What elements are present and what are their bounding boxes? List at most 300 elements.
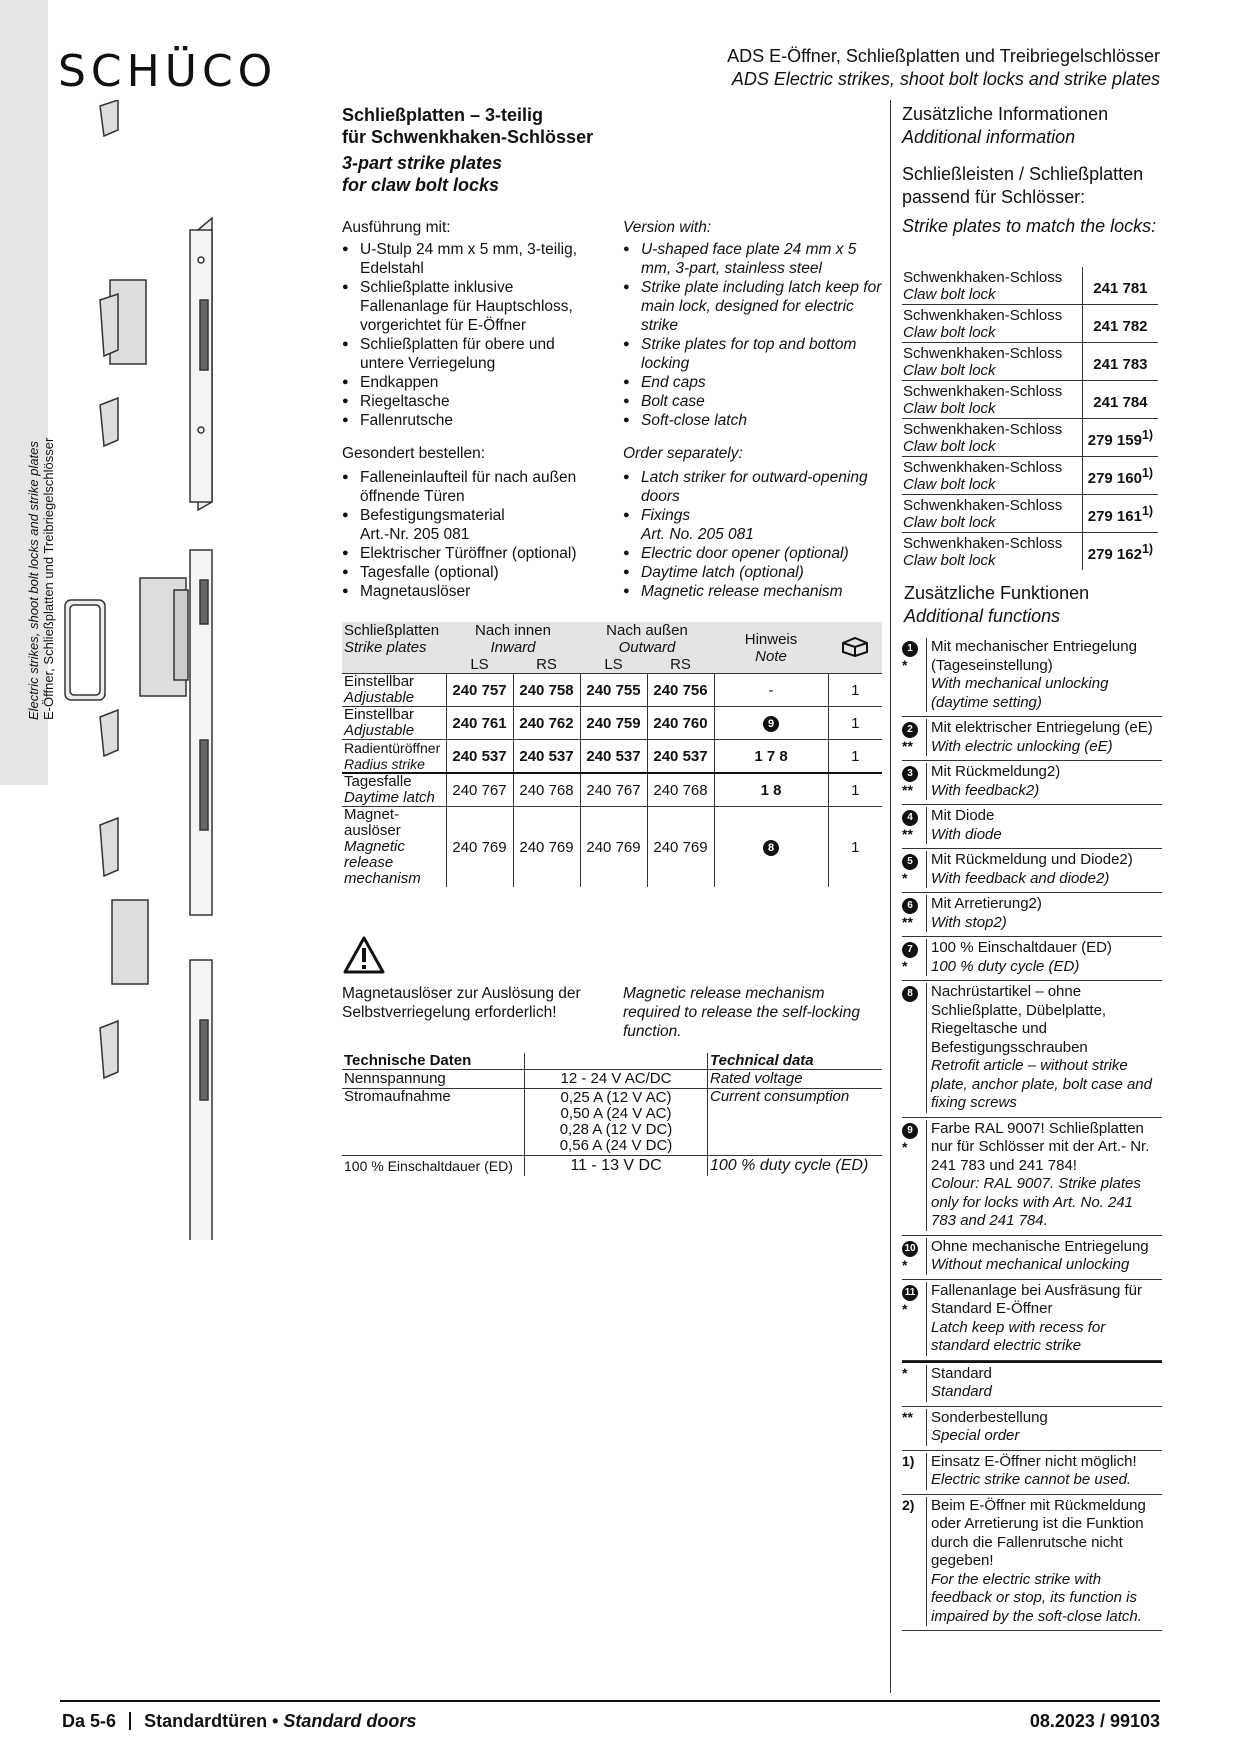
h-note-en: Note	[755, 647, 787, 665]
function-en: With diode	[931, 825, 1002, 843]
list-item: ● Riegeltasche	[342, 392, 587, 411]
list-item: ● Strike plate including latch keep for main lock, designed for electric strike	[623, 278, 883, 335]
list-item: ● Tagesfalle (optional)	[342, 563, 587, 582]
note-badge: 8	[763, 840, 779, 856]
lock-number: 279 159	[1087, 431, 1142, 449]
table-cell: 240 769	[647, 807, 714, 888]
row-label-en: Radius strike	[344, 756, 425, 772]
list-item: ● Falleneinlaufteil für nach außen öffnende Türen	[342, 468, 587, 506]
legend-marker: *	[902, 1364, 908, 1381]
function-text	[926, 983, 1162, 1113]
function-mark: **	[902, 782, 913, 798]
table-cell: 240 769	[513, 807, 580, 888]
table-cell: 240 760	[647, 707, 714, 740]
table-cell	[342, 807, 446, 888]
legend-marker: 2)	[902, 1496, 915, 1513]
legend-de: Einsatz E-Öffner nicht möglich!	[931, 1452, 1137, 1470]
function-mark: **	[902, 738, 913, 754]
list-item: ● Latch striker for outward-opening doors	[623, 468, 883, 506]
table-cell: 240 761	[446, 707, 513, 740]
function-row	[902, 1118, 1162, 1236]
function-de: Mit Diode	[931, 807, 995, 824]
table-row	[902, 343, 1158, 381]
table-cell: Rated voltage	[708, 1070, 883, 1089]
function-en: With mechanical unlocking (daytime setting)	[931, 675, 1109, 711]
function-marker	[902, 1282, 926, 1356]
table-cell	[902, 343, 1082, 381]
table-cell	[1082, 267, 1158, 305]
function-row	[902, 636, 1162, 717]
table-cell: 1 7 8	[714, 740, 828, 774]
order-heading-en: Order separately:	[623, 445, 743, 462]
table-cell: 240 758	[513, 674, 580, 707]
table-row	[902, 381, 1158, 419]
table-cell: 1	[828, 773, 882, 807]
warning-text-en: Magnetic release mechanism required to release the self-locking function.	[623, 985, 860, 1040]
function-de: 100 % Einschaltdauer (ED)	[931, 939, 1112, 956]
row-label-en: Adjustable	[344, 689, 415, 706]
table-cell	[1082, 457, 1158, 495]
function-de: Fallenanlage bei Ausfräsung für Standard E-Öffner	[931, 1281, 1142, 1317]
function-text	[926, 719, 1153, 756]
lock-en: Claw bolt lock	[903, 399, 996, 417]
lock-en: Claw bolt lock	[903, 323, 996, 341]
schueco-logo: SCHÜCO	[58, 46, 278, 97]
function-marker	[902, 939, 926, 976]
lock-de: Schwenkhaken-Schloss	[903, 534, 1063, 552]
function-de: Ohne mechanische Entriegelung	[931, 1237, 1149, 1255]
table-row	[342, 1053, 882, 1070]
list-item: ● Electric door opener (optional)	[623, 544, 883, 563]
table-cell: 240 769	[580, 807, 647, 888]
order-art-en: Art. No. 205 081	[641, 526, 754, 543]
footer-page: Da 5-6	[62, 1711, 117, 1731]
legend-row	[902, 1495, 1162, 1632]
legend-marker: 1)	[902, 1452, 915, 1469]
table-cell	[342, 674, 446, 707]
lock-de: Schwenkhaken-Schloss	[903, 420, 1063, 438]
table-cell: 1 8	[714, 773, 828, 807]
legend-text	[926, 1409, 1048, 1446]
list-item: ● Magnetauslöser	[342, 582, 587, 601]
functions-title-en: Additional functions	[904, 606, 1061, 626]
table-cell: 240 537	[580, 740, 647, 774]
function-text	[926, 807, 1002, 844]
lock-sup: 1)	[1141, 465, 1154, 480]
table-row	[342, 1070, 882, 1089]
table-cell: 240 768	[647, 773, 714, 807]
list-item: ● Bolt case	[623, 392, 883, 411]
list-item: ● Endkappen	[342, 373, 587, 392]
table-cell: 240 759	[580, 707, 647, 740]
lock-de: Schwenkhaken-Schloss	[903, 458, 1063, 476]
version-de	[342, 218, 587, 601]
list-item: ● Daytime latch (optional)	[623, 563, 883, 582]
technical-data-table	[342, 1053, 882, 1176]
lock-de: Schwenkhaken-Schloss	[903, 268, 1063, 286]
function-de: Nachrüstartikel – ohne Schließplatte, Dübelplatte, Riegeltasche und Befestigungsschrauben	[931, 983, 1107, 1056]
function-row	[902, 981, 1162, 1118]
legend-de: Standard	[931, 1364, 992, 1382]
table-cell	[902, 533, 1082, 571]
function-number-badge: 10	[902, 1241, 918, 1257]
function-row	[902, 717, 1162, 761]
tech-title-en: Technical data	[708, 1053, 883, 1070]
row-label-de: Tagesfalle	[344, 773, 412, 790]
legend-text	[926, 1497, 1162, 1627]
table-header-row	[342, 622, 882, 656]
lock-number: 279 160	[1087, 469, 1142, 487]
table-cell: Nennspannung	[344, 1070, 446, 1087]
function-marker	[902, 1120, 926, 1231]
function-row	[902, 893, 1162, 937]
version-list-en	[623, 240, 883, 430]
function-row	[902, 805, 1162, 849]
table-cell: 240 537	[446, 740, 513, 774]
function-en: With stop2)	[931, 913, 1007, 931]
side-tab-line-de: E-Öffner, Schließplatten und Treibriegelschlösser	[41, 437, 56, 720]
list-item: ● Soft-close latch	[623, 411, 883, 430]
row-label-en: Magnetic release mechanism	[344, 838, 421, 887]
table-cell	[902, 381, 1082, 419]
table-cell: 240 769	[446, 807, 513, 888]
info-sub-de: Schließleisten / Schließplatten passend für Schlösser:	[902, 164, 1144, 207]
note-badge: 9	[763, 716, 779, 732]
table-cell	[1082, 343, 1158, 381]
table-cell	[1082, 495, 1158, 533]
h-in-en: Inward	[490, 639, 536, 656]
footer	[62, 1711, 416, 1732]
order-art-de: Art.-Nr. 205 081	[360, 526, 470, 543]
function-row	[902, 1280, 1162, 1361]
side-tab-line-en: Electric strikes, shoot bolt locks and strike plates	[26, 441, 41, 720]
list-item	[623, 506, 883, 544]
locks-table	[902, 267, 1158, 570]
table-cell	[525, 1089, 708, 1156]
end-cap-bottom	[100, 294, 118, 356]
table-cell: 240 537	[513, 740, 580, 774]
h-in-de: Nach innen	[475, 622, 551, 639]
function-mark: *	[902, 657, 908, 673]
lock-number: 241 781	[1093, 279, 1148, 297]
table-cell: 12 - 24 V AC/DC	[525, 1070, 708, 1089]
function-text	[926, 851, 1133, 888]
legend-en: Special order	[931, 1427, 1020, 1444]
function-mark: **	[902, 914, 913, 930]
legend-en: Standard	[931, 1383, 992, 1400]
table-cell: 240 537	[647, 740, 714, 774]
title-en-1: 3-part strike plates	[342, 153, 503, 173]
function-text	[926, 1282, 1162, 1356]
table-header-cell	[580, 622, 714, 656]
product-title	[342, 104, 862, 196]
function-mark: *	[902, 1300, 908, 1317]
function-en: Latch keep with recess for standard electric strike	[931, 1318, 1106, 1354]
function-en: With feedback and diode2)	[931, 869, 1110, 887]
table-cell: 1	[828, 707, 882, 740]
function-number-badge: 4	[902, 810, 918, 826]
table-cell: 240 755	[580, 674, 647, 707]
lock-number: 241 783	[1093, 355, 1148, 373]
function-row	[902, 1236, 1162, 1280]
list-item: ● Strike plates for top and bottom locking	[623, 335, 883, 373]
lock-number: 241 784	[1093, 393, 1148, 411]
tech-value: 0,56 A (24 V DC)	[559, 1137, 673, 1154]
tech-value: 0,28 A (12 V DC)	[559, 1121, 673, 1138]
function-row	[902, 849, 1162, 893]
table-cell	[1082, 305, 1158, 343]
version-en	[623, 218, 883, 601]
function-mark: *	[902, 870, 908, 886]
info-title-de: Zusätzliche Informationen	[902, 104, 1109, 124]
function-number-badge: 6	[902, 898, 918, 914]
function-de: Farbe RAL 9007! Schließplatten nur für Schlösser mit der Art.- Nr. 241 783 und 241 784!	[931, 1119, 1150, 1174]
strike-plates-table	[342, 622, 882, 887]
version-heading-en: Version with:	[623, 219, 712, 236]
function-marker	[902, 895, 926, 932]
lock-number: 279 161	[1087, 507, 1142, 525]
functions-heading	[904, 582, 1089, 628]
function-de: Mit Arretierung2)	[931, 895, 1042, 912]
row-label-de: Magnet-auslöser	[344, 806, 401, 839]
function-text	[926, 939, 1112, 976]
lock-de: Schwenkhaken-Schloss	[903, 306, 1063, 324]
h-ls: LS	[470, 656, 489, 673]
info-sub-en: Strike plates to match the locks:	[902, 216, 1157, 236]
table-row	[342, 1089, 882, 1156]
tech-value: 0,50 A (24 V AC)	[560, 1105, 672, 1122]
title-de-1: Schließplatten – 3-teilig	[342, 105, 544, 125]
strike-plate-illustrations	[60, 100, 320, 1240]
function-marker	[902, 983, 926, 1113]
h-rs: RS	[670, 656, 691, 673]
page-header	[727, 45, 1160, 91]
function-marker	[902, 763, 926, 800]
list-item: ● U-Stulp 24 mm x 5 mm, 3-teilig, Edelstahl	[342, 240, 587, 278]
table-cell: 240 757	[446, 674, 513, 707]
function-de: Mit mechanischer Entriegelung (Tageseinstellung)	[931, 638, 1137, 674]
function-number-badge: 8	[902, 986, 918, 1002]
lock-de: Schwenkhaken-Schloss	[903, 344, 1063, 362]
table-cell	[902, 419, 1082, 457]
function-text	[926, 1120, 1162, 1231]
lock-number: 279 162	[1087, 545, 1142, 563]
function-text	[926, 1238, 1149, 1275]
lock-number: 241 782	[1093, 317, 1148, 335]
h-col1-de: Schließplatten	[344, 622, 440, 639]
lock-sup: 1)	[1141, 503, 1154, 518]
functions-title-de: Zusätzliche Funktionen	[904, 583, 1090, 603]
lock-sup: 1)	[1141, 541, 1154, 556]
footer-date: 08.2023 / 99103	[1029, 1711, 1160, 1731]
table-cell	[525, 1053, 708, 1070]
table-cell: 240 768	[513, 773, 580, 807]
legend-row	[902, 1361, 1162, 1407]
order-list-de	[342, 468, 587, 601]
legend-de: Beim E-Öffner mit Rückmeldung oder Arretierung ist die Funktion durch die Fallenrutsche nicht gegeben!	[931, 1496, 1146, 1569]
table-row	[902, 533, 1158, 571]
version-list-de	[342, 240, 587, 430]
function-mark: **	[902, 826, 913, 842]
table-row	[902, 457, 1158, 495]
table-header-cell	[446, 622, 580, 656]
table-cell: 100 % duty cycle (ED)	[708, 1156, 883, 1177]
function-marker	[902, 851, 926, 888]
function-text	[926, 763, 1060, 800]
row-label-en: Daytime latch	[344, 789, 435, 806]
version-heading-de: Ausführung mit:	[342, 219, 451, 236]
list-item: ● Elektrischer Türöffner (optional)	[342, 544, 587, 563]
function-number-badge: 3	[902, 766, 918, 782]
table-cell: 1	[828, 807, 882, 888]
row-label-de: Radientüröffner	[344, 740, 441, 756]
table-header-cell	[342, 622, 446, 674]
function-de: Mit Rückmeldung und Diode2)	[931, 851, 1133, 868]
table-cell: Stromaufnahme	[344, 1088, 451, 1105]
lock-en: Claw bolt lock	[903, 551, 996, 569]
function-text	[926, 638, 1162, 712]
function-number-badge: 1	[902, 641, 918, 657]
table-cell	[342, 707, 446, 740]
column-divider	[890, 100, 891, 1693]
function-en: Colour: RAL 9007. Strike plates only for locks with Art. No. 241 783 and 241 784.	[931, 1175, 1141, 1229]
warning-text-de: Magnetauslöser zur Auslösung der Selbstverriegelung erforderlich!	[342, 985, 581, 1021]
info-title-en: Additional information	[902, 127, 1076, 147]
package-icon	[840, 635, 870, 657]
table-row	[342, 674, 882, 707]
warning-icon	[342, 935, 386, 975]
list-item: ● End caps	[623, 373, 883, 392]
function-de: Mit Rückmeldung2)	[931, 763, 1061, 780]
tech-value: 0,25 A (12 V AC)	[560, 1089, 672, 1106]
function-text	[926, 895, 1042, 932]
footer-rule	[60, 1700, 1160, 1702]
table-cell	[902, 457, 1082, 495]
table-cell	[902, 305, 1082, 343]
footer-section-en: Standard doors	[283, 1711, 417, 1731]
end-cap-top	[100, 100, 118, 136]
table-cell: 1	[828, 674, 882, 707]
function-marker	[902, 638, 926, 712]
function-en: Retrofit article – without strike plate, anchor plate, bolt case and fixing screws	[931, 1057, 1152, 1111]
h-out-de: Nach außen	[606, 622, 688, 639]
title-en-2: for claw bolt locks	[342, 175, 500, 195]
function-marker	[902, 807, 926, 844]
locks-body	[902, 267, 1158, 570]
table-cell	[714, 807, 828, 888]
table-cell: 240 767	[580, 773, 647, 807]
list-item: ● Magnetic release mechanism	[623, 582, 883, 601]
legend-marker: **	[902, 1408, 913, 1425]
function-mark: *	[902, 958, 908, 974]
table-cell	[902, 495, 1082, 533]
table-cell: 11 - 13 V DC	[525, 1156, 708, 1177]
table-row	[902, 419, 1158, 457]
table-cell	[1082, 419, 1158, 457]
legend-en: Electric strike cannot be used.	[931, 1471, 1132, 1488]
legend-row	[902, 1451, 1162, 1495]
function-en: 100 % duty cycle (ED)	[931, 957, 1080, 975]
function-number-badge: 11	[902, 1285, 918, 1301]
table-cell: Current consumption	[708, 1089, 883, 1156]
table-cell	[342, 740, 446, 774]
table-cell: 240 756	[647, 674, 714, 707]
table-row	[902, 495, 1158, 533]
function-en: With electric unlocking (eE)	[931, 737, 1113, 755]
function-mark: *	[902, 1256, 908, 1273]
function-marker	[902, 719, 926, 756]
table-row	[342, 707, 882, 740]
list-item: ● Schließplatten für obere und untere Verriegelung	[342, 335, 587, 373]
table-header-cell	[714, 622, 828, 674]
lock-en: Claw bolt lock	[903, 513, 996, 531]
footer-separator	[129, 1712, 131, 1730]
table-row	[342, 773, 882, 807]
lock-en: Claw bolt lock	[903, 475, 996, 493]
order-list-en	[623, 468, 883, 601]
function-number-badge: 7	[902, 942, 918, 958]
list-item-text: Fixings	[641, 507, 691, 524]
function-row	[902, 937, 1162, 981]
function-mark: *	[902, 1138, 908, 1155]
h-col1-en: Strike plates	[344, 639, 427, 656]
lock-en: Claw bolt lock	[903, 285, 996, 303]
list-item: ● Schließplatte inklusive Fallenanlage für Hauptschloss, vorgerichtet für E-Öffner	[342, 278, 587, 335]
lock-sup: 1)	[1141, 427, 1154, 442]
list-item: ● Fallenrutsche	[342, 411, 587, 430]
table-cell: 240 767	[446, 773, 513, 807]
table-header-cell	[828, 622, 882, 674]
legend-de: Sonderbestellung	[931, 1408, 1048, 1426]
table-cell: 240 762	[513, 707, 580, 740]
table-cell: -	[714, 674, 828, 707]
table-cell	[342, 773, 446, 807]
row-label-de: Einstellbar	[344, 673, 415, 690]
table-row	[902, 305, 1158, 343]
table-cell	[1082, 381, 1158, 419]
lock-en: Claw bolt lock	[903, 361, 996, 379]
table-row	[342, 807, 882, 888]
legend-text	[926, 1453, 1137, 1490]
lock-en: Claw bolt lock	[903, 437, 996, 455]
function-row	[902, 761, 1162, 805]
tech-title-de: Technische Daten	[344, 1052, 472, 1069]
legend-row	[902, 1407, 1162, 1451]
row-label-de: Einstellbar	[344, 706, 415, 723]
order-heading-de: Gesondert bestellen:	[342, 445, 486, 462]
header-title-de: ADS E-Öffner, Schließplatten und Treibriegelschlösser	[727, 46, 1160, 66]
lock-de: Schwenkhaken-Schloss	[903, 496, 1063, 514]
row-label-en: Adjustable	[344, 722, 415, 739]
additional-info	[902, 103, 1172, 238]
table-cell: 1	[828, 740, 882, 774]
footer-section-de: Standardtüren •	[144, 1711, 279, 1731]
title-de-2: für Schwenkhaken-Schlösser	[342, 127, 594, 147]
header-title-en: ADS Electric strikes, shoot bolt locks and strike plates	[731, 69, 1160, 89]
list-item	[342, 506, 587, 544]
function-number-badge: 2	[902, 722, 918, 738]
functions-list	[902, 636, 1162, 1631]
function-en: Without mechanical unlocking	[931, 1256, 1130, 1273]
h-ls: LS	[604, 656, 623, 673]
function-en: With feedback2)	[931, 781, 1040, 799]
list-item: ● U-shaped face plate 24 mm x 5 mm, 3-part, stainless steel	[623, 240, 883, 278]
legend-en: For the electric strike with feedback or stop, its function is impaired by the soft-close latch.	[931, 1570, 1142, 1625]
legend-text	[926, 1365, 992, 1402]
h-note-de: Hinweis	[744, 630, 798, 648]
function-de: Mit elektrischer Entriegelung (eE)	[931, 719, 1153, 736]
h-rs: RS	[536, 656, 557, 673]
